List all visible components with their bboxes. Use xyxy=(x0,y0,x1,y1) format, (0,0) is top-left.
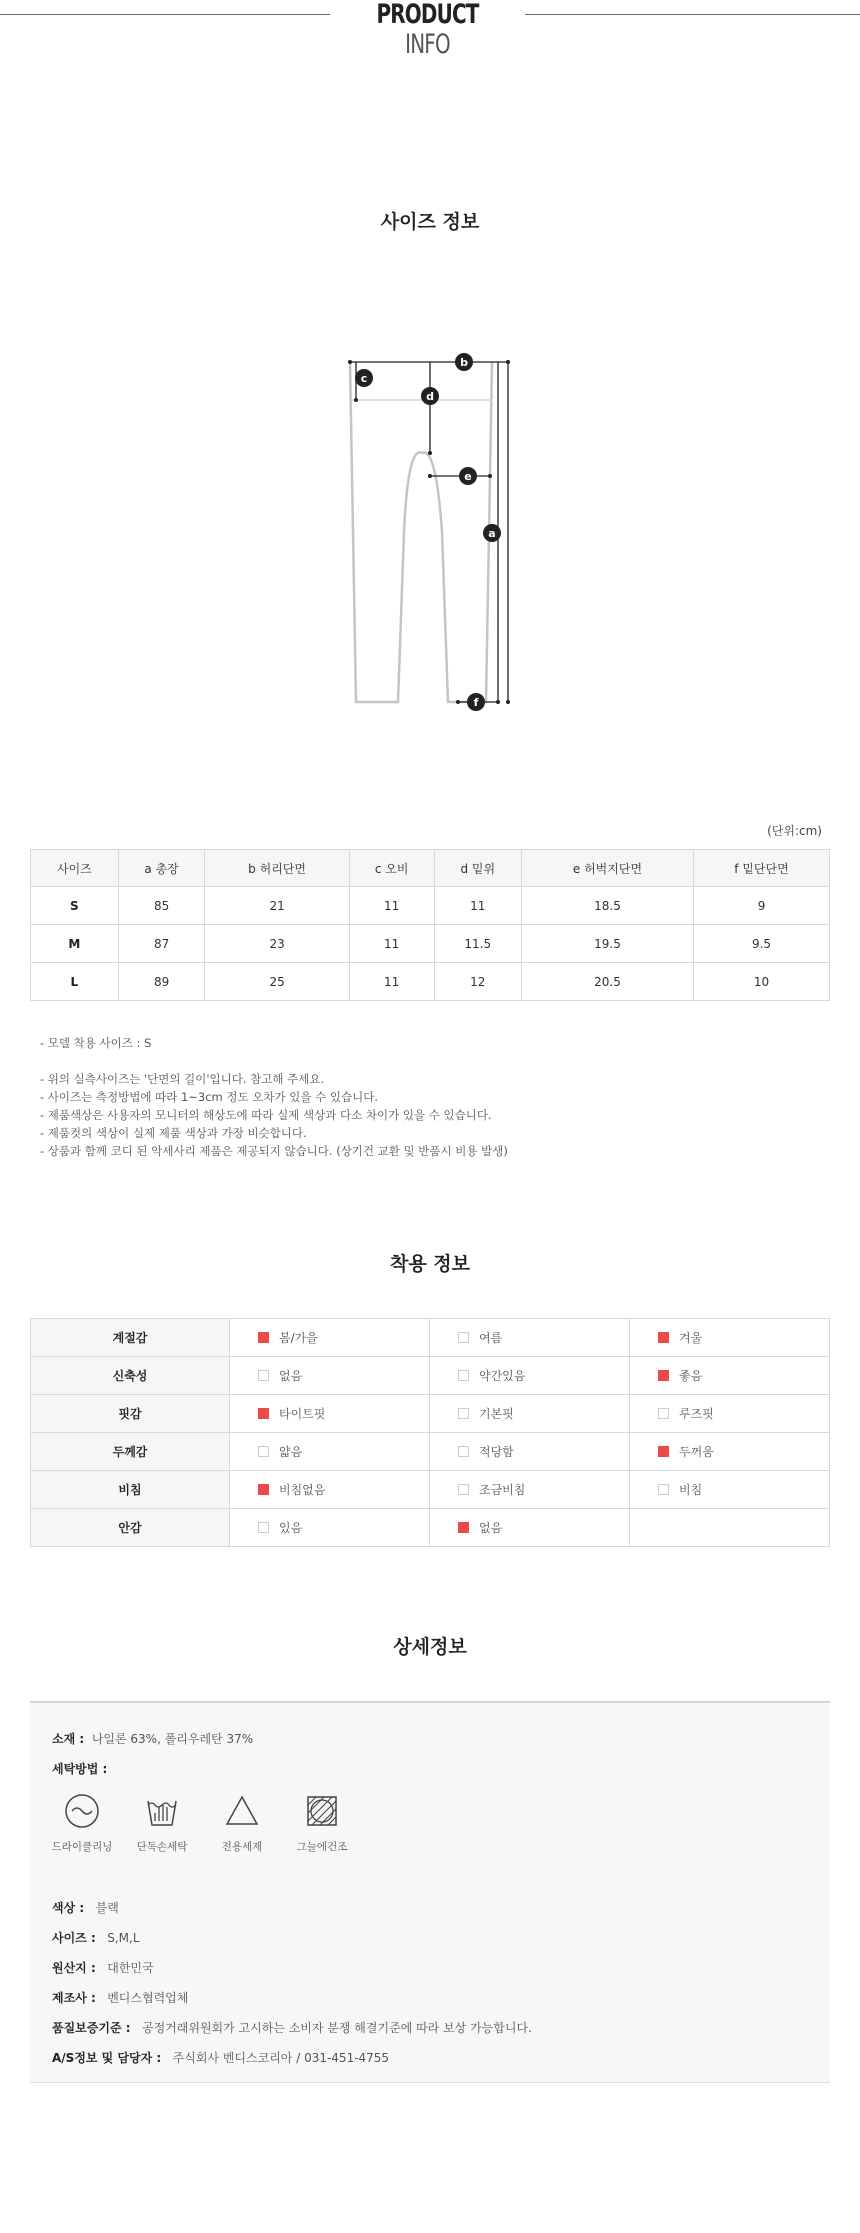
fit-row xyxy=(31,1395,830,1433)
info-value: S,M,L xyxy=(107,1931,140,1945)
size-value: 11 xyxy=(349,887,434,925)
detail-info-title: 상세정보 xyxy=(393,1636,467,1658)
checkbox-unchecked xyxy=(458,1446,469,1457)
product-info-header xyxy=(0,0,860,60)
checkbox-checked xyxy=(258,1484,269,1495)
detail-info-box xyxy=(30,1701,830,2083)
hand-wash-icon xyxy=(142,1791,182,1831)
note-item: - 사이즈는 측정방법에 따라 1~3cm 정도 오차가 있을 수 있습니다. xyxy=(40,1090,379,1104)
info-row xyxy=(52,2049,389,2066)
fit-row-label: 비침 xyxy=(31,1471,230,1509)
fit-option xyxy=(430,1319,630,1357)
checkbox-unchecked xyxy=(258,1370,269,1381)
size-notes xyxy=(40,1034,508,1160)
info-label: 원산지 : xyxy=(52,1961,96,1975)
fit-option-label: 겨울 xyxy=(679,1331,703,1345)
size-value: 18.5 xyxy=(521,887,693,925)
diagram-label-d: d xyxy=(426,390,434,403)
checkbox-checked xyxy=(658,1446,669,1457)
info-value: 블랙 xyxy=(95,1901,119,1915)
note-item: - 제품색상은 사용자의 모니터의 해상도에 따라 실제 색상과 다소 차이가 있을 수 있습니다. xyxy=(40,1108,492,1122)
diagram-label-b: b xyxy=(460,356,468,369)
care-dry-clean: 드라이클리닝 xyxy=(42,1791,122,1854)
fit-option-label: 비침없음 xyxy=(279,1483,326,1497)
size-value: 85 xyxy=(118,887,205,925)
size-value: 11.5 xyxy=(434,925,521,963)
fit-option xyxy=(230,1395,430,1433)
size-value: 11 xyxy=(434,887,521,925)
checkbox-checked xyxy=(658,1370,669,1381)
info-value: 대한민국 xyxy=(107,1961,154,1975)
size-table-header-cell: a 총장 xyxy=(118,850,205,887)
material-row: 소재 : 나일론 63%, 폴리우레탄 37% xyxy=(52,1732,254,1746)
size-table-header-cell: d 밑위 xyxy=(434,850,521,887)
fit-row xyxy=(31,1433,830,1471)
size-value: 20.5 xyxy=(521,963,693,1001)
checkbox-checked xyxy=(258,1332,269,1343)
note-item: - 상품과 함께 코디 된 악세사리 제품은 제공되지 않습니다. (상기건 교환 및 반품시 비용 발생) xyxy=(40,1144,508,1158)
fit-row xyxy=(31,1471,830,1509)
info-label: 품질보증기준 : xyxy=(52,2021,131,2035)
fit-option xyxy=(230,1433,430,1471)
size-value: 12 xyxy=(434,963,521,1001)
info-value: 주식회사 벤디스코리아 / 031-451-4755 xyxy=(172,2051,390,2065)
diagram-label-a: a xyxy=(488,527,496,540)
fit-option xyxy=(630,1471,830,1509)
fit-option-label: 적당함 xyxy=(479,1445,514,1459)
fit-row-label: 신축성 xyxy=(31,1357,230,1395)
size-table-header-cell: c 오비 xyxy=(349,850,434,887)
fit-option-label: 없음 xyxy=(279,1369,303,1383)
fit-option-label: 타이트핏 xyxy=(279,1407,326,1421)
size-value: 19.5 xyxy=(521,925,693,963)
size-table-header xyxy=(31,850,830,887)
fit-info-title: 착용 정보 xyxy=(389,1253,471,1275)
fit-row xyxy=(31,1319,830,1357)
diagram-label-e: e xyxy=(464,470,472,483)
shade-dry-icon xyxy=(302,1791,342,1831)
fit-option xyxy=(430,1395,630,1433)
fit-row xyxy=(31,1509,830,1547)
info-row xyxy=(52,1899,119,1916)
fit-row-label: 두께감 xyxy=(31,1433,230,1471)
checkbox-checked xyxy=(658,1332,669,1343)
note-item: - 제품컷의 색상이 실제 제품 색상과 가장 비슷합니다. xyxy=(40,1126,307,1140)
size-value: 10 xyxy=(694,963,830,1001)
fit-row xyxy=(31,1357,830,1395)
checkbox-unchecked xyxy=(458,1370,469,1381)
size-value: 87 xyxy=(118,925,205,963)
info-label: 사이즈 : xyxy=(52,1931,96,1945)
info-row xyxy=(52,1989,188,2006)
info-row xyxy=(52,1929,140,1946)
checkbox-unchecked xyxy=(458,1332,469,1343)
dry-clean-icon xyxy=(62,1791,102,1831)
fit-option xyxy=(230,1509,430,1547)
table-row xyxy=(31,887,830,925)
care-hand-wash: 단독손세탁 xyxy=(122,1791,202,1854)
size-table xyxy=(30,849,830,1001)
size-table-header-cell: b 허리단면 xyxy=(205,850,349,887)
info-value: 공정거래위원회가 고시하는 소비자 분쟁 해결기준에 따라 보상 가능합니다. xyxy=(141,2021,532,2035)
fit-option xyxy=(230,1357,430,1395)
divider xyxy=(0,14,330,15)
table-row xyxy=(31,963,830,1001)
fit-option-label: 루즈핏 xyxy=(679,1407,714,1421)
page-title: PRODUCT INFO xyxy=(376,0,479,60)
fit-option xyxy=(630,1509,830,1547)
size-info-title: 사이즈 정보 xyxy=(380,211,480,233)
model-size-note: - 모델 착용 사이즈 : S xyxy=(40,1036,152,1050)
size-value: 9 xyxy=(694,887,830,925)
info-label: 제조사 : xyxy=(52,1991,96,2005)
fit-option-label: 약간있음 xyxy=(479,1369,526,1383)
size-value: 11 xyxy=(349,963,434,1001)
checkbox-unchecked xyxy=(258,1446,269,1457)
care-icons xyxy=(42,1791,362,1861)
checkbox-checked xyxy=(258,1408,269,1419)
divider xyxy=(525,14,860,15)
size-value: 21 xyxy=(205,887,349,925)
size-table-header-cell: f 밑단단면 xyxy=(694,850,830,887)
fit-option xyxy=(430,1433,630,1471)
fit-option xyxy=(630,1395,830,1433)
fit-row-label: 핏감 xyxy=(31,1395,230,1433)
fit-row-label: 안감 xyxy=(31,1509,230,1547)
fit-option xyxy=(230,1319,430,1357)
pants-size-diagram xyxy=(340,350,520,720)
fit-option-label: 좋음 xyxy=(679,1369,703,1383)
checkbox-unchecked xyxy=(658,1484,669,1495)
table-row xyxy=(31,925,830,963)
size-value: 89 xyxy=(118,963,205,1001)
checkbox-unchecked xyxy=(458,1408,469,1419)
unit-label: (단위:cm) xyxy=(767,824,822,838)
fit-option-label: 여름 xyxy=(479,1331,503,1345)
info-label: 색상 : xyxy=(52,1901,85,1915)
size-value: 11 xyxy=(349,925,434,963)
fit-info-table xyxy=(30,1318,830,1547)
fit-option-label: 봄/가을 xyxy=(279,1331,318,1345)
fit-option xyxy=(430,1509,630,1547)
size-value: 9.5 xyxy=(694,925,830,963)
fit-row-label: 계절감 xyxy=(31,1319,230,1357)
size-value: 25 xyxy=(205,963,349,1001)
size-label: L xyxy=(31,963,119,1001)
size-label: M xyxy=(31,925,119,963)
fit-option xyxy=(630,1319,830,1357)
fit-option xyxy=(430,1471,630,1509)
fit-option-label: 없음 xyxy=(479,1521,503,1535)
diagram-labels xyxy=(355,353,501,711)
size-table-header-cell: e 허벅지단면 xyxy=(521,850,693,887)
fit-option-label: 두꺼움 xyxy=(679,1445,714,1459)
checkbox-unchecked xyxy=(458,1484,469,1495)
info-row xyxy=(52,2019,532,2036)
fit-option-label: 비침 xyxy=(679,1483,703,1497)
fit-option-label: 있음 xyxy=(279,1521,303,1535)
checkbox-unchecked xyxy=(258,1522,269,1533)
wash-method-row: 세탁방법 : xyxy=(52,1762,108,1776)
note-item: - 위의 실측사이즈는 '단면의 길이'입니다. 참고해 주세요. xyxy=(40,1072,325,1086)
info-value: 벤디스협력업체 xyxy=(107,1991,189,2005)
info-label: A/S정보 및 담당자 : xyxy=(52,2051,162,2065)
fit-option-label: 얇음 xyxy=(279,1445,303,1459)
size-label: S xyxy=(31,887,119,925)
fit-option xyxy=(630,1433,830,1471)
detergent-icon xyxy=(222,1791,262,1831)
size-value: 23 xyxy=(205,925,349,963)
checkbox-unchecked xyxy=(658,1408,669,1419)
checkbox-checked xyxy=(458,1522,469,1533)
size-table-header-cell: 사이즈 xyxy=(31,850,119,887)
care-shade-dry: 그늘에건조 xyxy=(282,1791,362,1854)
diagram-label-f: f xyxy=(473,696,479,709)
fit-option xyxy=(630,1357,830,1395)
fit-option-label: 기본핏 xyxy=(479,1407,514,1421)
diagram-label-c: c xyxy=(360,372,368,385)
fit-option xyxy=(430,1357,630,1395)
info-row xyxy=(52,1959,154,1976)
fit-option xyxy=(230,1471,430,1509)
care-detergent: 전용세제 xyxy=(202,1791,282,1854)
fit-option-label: 조금비침 xyxy=(479,1483,526,1497)
